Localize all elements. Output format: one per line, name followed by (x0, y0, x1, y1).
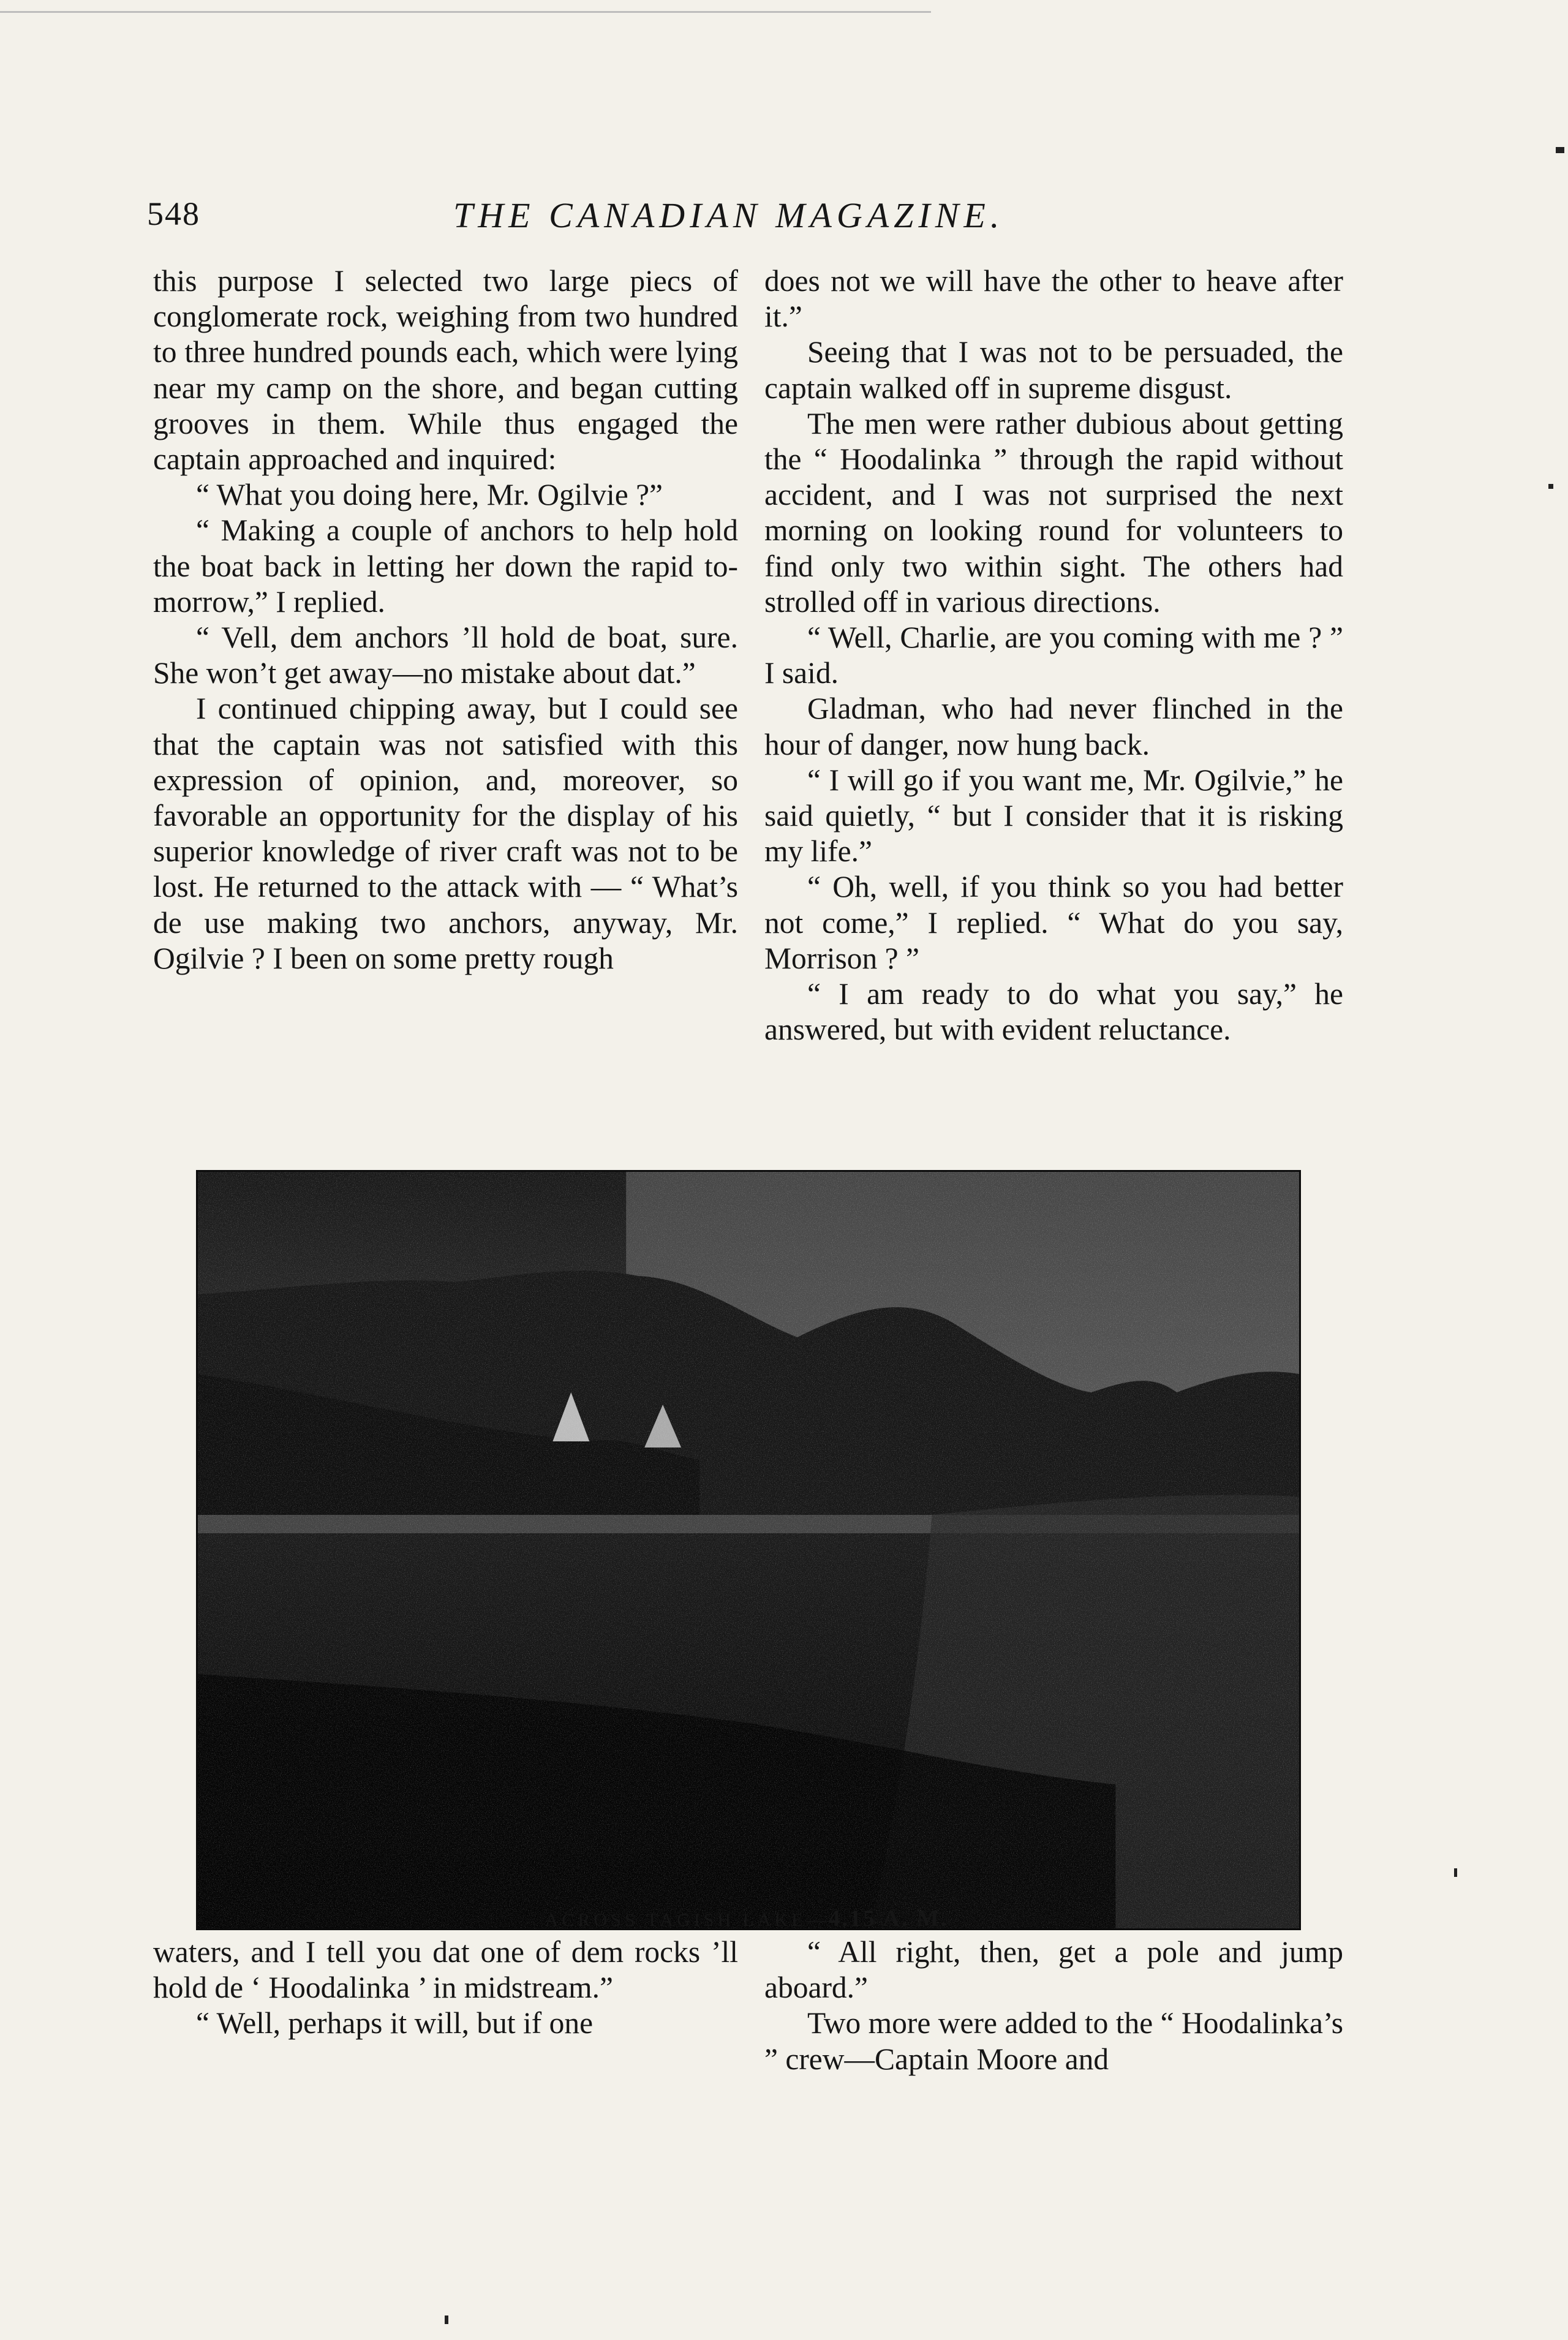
lake-photograph (196, 1170, 1301, 1930)
column-bottom-left (153, 1934, 738, 2042)
running-title: THE CANADIAN MAGAZINE. (453, 195, 1005, 235)
paragraph: waters, and I tell you dat one of dem rocks ’ll hold de ‘ Hoodalinka ’ in midstream.” (153, 1935, 738, 2005)
paragraph: “ Making a couple of anchors to help hold the boat back in letting her down the rapid to-morrow,” I replied. (153, 513, 738, 619)
paragraph: “ Well, perhaps it will, but if one (196, 2006, 594, 2040)
paragraph: “ I am ready to do what you say,” he answered, but with evident reluctance. (764, 977, 1343, 1047)
lake-landscape-image (198, 1172, 1299, 1928)
paragraph: “ Well, Charlie, are you coming with me ? ” I said. (764, 621, 1343, 690)
caption-text: ACROSS TAGISH LAKE— (545, 1910, 829, 1930)
column-top-left (153, 263, 738, 976)
scan-speck (1556, 147, 1564, 153)
paragraph: “ All right, then, get a pole and jump aboard.” (764, 1935, 1343, 2005)
scan-speck (1548, 484, 1553, 489)
paragraph: Seeing that I was not to be persuaded, the captain walked off in supreme disgust. (764, 335, 1343, 405)
top-edge-rule (0, 11, 931, 13)
paragraph: “ What you doing here, Mr. Ogilvie ?” (196, 478, 663, 512)
paragraph: “ Vell, dem anchors ’ll hold de boat, sure. She won’t get away—no mistake about dat.” (153, 621, 738, 690)
paragraph: Two more were added to the “ Hoodalinka’s ” crew—Captain Moore and (764, 2006, 1343, 2076)
paragraph: “ I will go if you want me, Mr. Ogilvie,” he said quietly, “ but I consider that it is risking my life.” (764, 763, 1343, 869)
caption-time: 4.15 A. M. (828, 1906, 949, 1931)
paragraph: does not we will have the other to heave after it.” (764, 264, 1343, 334)
figure-caption (196, 1905, 1297, 1932)
paragraph: Gladman, who had never flinched in the hour of danger, now hung back. (764, 692, 1343, 761)
scan-speck (1454, 1868, 1457, 1877)
paragraph: The men were rather dubious about getting the “ Hoodalinka ” through the rapid without accident, and I was not surprised the next morning on looking round for volunteers to find only two within sight. The others had strolled off in various directions. (764, 406, 1343, 619)
scan-speck (445, 2315, 448, 2324)
column-top-right (764, 263, 1343, 1047)
paragraph: “ Oh, well, if you think so you had better not come,” I replied. “ What do you say, Morrison ? ” (764, 870, 1343, 975)
page-header (147, 195, 1415, 244)
paragraph: this purpose I selected two large piecs of conglomerate rock, weighing from two hundred to three hundred pounds each, which were lying near my camp on the shore, and began cutting grooves in them. While thus engaged the captain approached and inquired: (153, 264, 738, 477)
page-number: 548 (147, 195, 200, 232)
column-bottom-right (764, 1934, 1343, 2077)
paragraph: I continued chipping away, but I could see that the captain was not satisfied with this expression of opinion, and, moreover, so favorable an opportunity for the display of his superior knowledge of river craft was not to be lost. He returned to the attack with — “ What’s de use making two anchors, anyway, Mr. Ogilvie ? I been on some pretty rough (153, 692, 738, 975)
